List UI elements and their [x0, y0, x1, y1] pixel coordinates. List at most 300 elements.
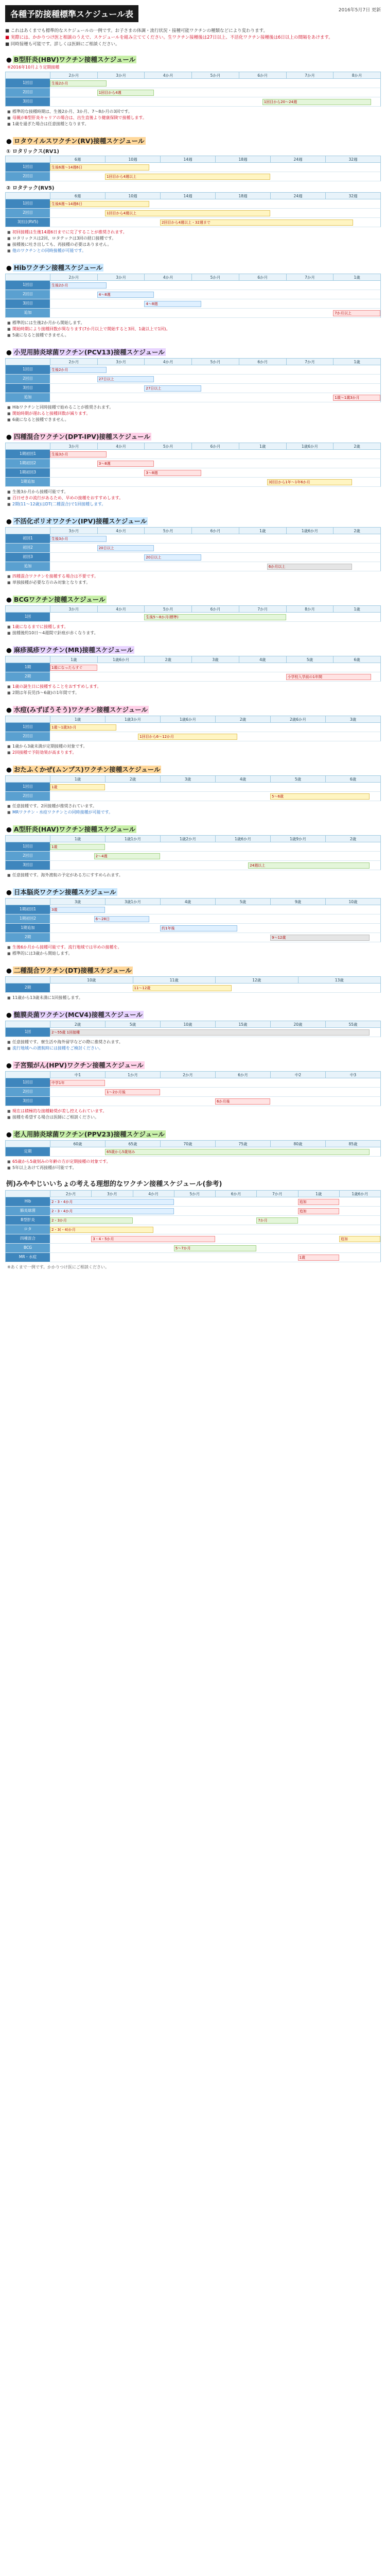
dose-window-bar: 生後6週〜14週6日 — [50, 164, 149, 171]
bullet-icon: ● — [6, 1061, 12, 1069]
intro-paragraph: ■ 同時接種も可能です。詳しくは医師にご相談ください。 — [5, 42, 120, 47]
note-item: ■ 流行地域への渡航時には接種をご検討ください。 — [7, 1045, 381, 1052]
timeline-row — [5, 199, 381, 209]
dose-window-bar: 2・3(・4)か月 — [50, 1227, 153, 1233]
dose-lane — [50, 534, 380, 543]
dose-lane — [50, 1234, 380, 1243]
dose-lane — [50, 478, 380, 486]
vaccine-section-dt — [5, 964, 381, 1001]
vaccine-name: 小児用肺炎球菌ワクチン(PCV13)接種スケジュール — [13, 348, 165, 356]
timeline-header-cell: 5歳 — [105, 1021, 160, 1028]
timeline-header-cell: 14週 — [160, 192, 215, 199]
dose-window-bar: 2〜55歳 1回接種 — [50, 1029, 370, 1036]
note-item: ■ 5歳になると接種できません。 — [7, 332, 381, 338]
timeline-header-cell: 2か月 — [50, 1190, 91, 1197]
timeline-row — [5, 905, 381, 914]
dose-window-bar: 3歳 — [50, 907, 105, 913]
notes-list — [7, 489, 381, 507]
timeline-row — [5, 79, 381, 88]
timeline-header-cell: 32週 — [325, 156, 381, 163]
dose-window-bar: 3〜8週 — [144, 470, 201, 476]
timeline-corner — [5, 1071, 50, 1078]
notes-list — [7, 229, 381, 254]
timeline-header-cell: 75歳 — [215, 1140, 270, 1147]
dose-label: 1回目 — [6, 842, 50, 851]
dose-lane — [50, 562, 380, 571]
timeline-header-cell: 20歳 — [270, 1021, 325, 1028]
timeline-header-cell: 3歳 — [160, 775, 215, 783]
timeline-header-cell: 1歳 — [239, 527, 286, 534]
timeline-header-cell: 1か月 — [105, 1071, 160, 1078]
timeline-header-cell: 7か月 — [239, 605, 286, 613]
dose-label: 2回目 — [6, 290, 50, 299]
timeline-corner — [5, 192, 50, 199]
timeline-header-cell: 24週 — [270, 156, 325, 163]
notes-list — [7, 803, 381, 816]
dose-label: 1期初回3 — [6, 468, 50, 477]
vaccine-name: Hibワクチン接種スケジュール — [13, 264, 103, 272]
timeline-row — [5, 1253, 381, 1262]
timeline-header-cell: 3歳1か月 — [105, 898, 160, 905]
dose-lane — [50, 450, 380, 459]
timeline-row — [5, 1097, 381, 1106]
dose-lane — [50, 544, 380, 552]
notes-list — [7, 872, 381, 878]
note-item: ■ MRワクチン・水痘ワクチンとの同時接種が可能です。 — [7, 809, 381, 816]
timeline-header-cell: 6か月 — [239, 358, 286, 365]
dose-label: 2回目 — [6, 732, 50, 741]
timeline-header-cell: 4か月 — [144, 358, 191, 365]
timeline-row — [5, 209, 381, 218]
timeline-header-cell: 1歳6か月 — [160, 716, 215, 723]
dose-lane — [50, 852, 380, 860]
schedule-timeline — [5, 898, 381, 942]
dose-lane — [50, 281, 380, 290]
dose-label: 1期初回1 — [6, 905, 50, 914]
timeline-header-cell: 4か月 — [97, 605, 145, 613]
note-item: ■ 任意接種です。寮生活や海外留学などの際に推奨されます。 — [7, 1039, 381, 1045]
bullet-icon: ● — [6, 766, 12, 773]
vaccine-name: ロタウイルスワクチン(RV)接種スケジュール — [13, 137, 145, 145]
timeline-header-cell: 中2 — [270, 1071, 325, 1078]
timeline-header — [5, 976, 381, 984]
dose-lane — [50, 933, 380, 942]
dose-window-bar: 20日以上 — [97, 545, 154, 551]
dose-label: 追加 — [6, 562, 50, 571]
vaccine-name: おたふくかぜ(ムンプス)ワクチン接種スケジュール — [13, 766, 161, 773]
dose-lane — [50, 88, 380, 97]
dose-window-bar: 1歳になったらすぐ — [50, 665, 97, 671]
timeline-header-cell: 1歳6か月 — [339, 1190, 381, 1197]
schedule-timeline — [5, 775, 381, 801]
note-item: ■ 標準的には生後2か月から開始します。 — [7, 320, 381, 326]
dose-label: 2期 — [6, 672, 50, 681]
section-title — [5, 430, 381, 442]
schedule-timeline — [5, 192, 381, 227]
timeline-header-cell: 70歳 — [160, 1140, 215, 1147]
dose-label: 追加 — [6, 393, 50, 402]
dose-window-bar: 1〜2か月後 — [105, 1089, 160, 1095]
vaccine-section-dpt — [5, 430, 381, 507]
timeline-row — [5, 468, 381, 478]
timeline-header-cell: 3か月 — [97, 72, 145, 79]
dose-label: 1期初回2 — [6, 459, 50, 468]
timeline-header-cell: 2か月 — [50, 72, 97, 79]
section-note: ※2016年10月より定期接種 — [7, 65, 60, 70]
timeline-header — [5, 1190, 381, 1197]
timeline-row — [5, 450, 381, 459]
bullet-icon: ● — [6, 596, 12, 603]
bullet-icon: ● — [6, 137, 12, 145]
timeline-row — [5, 924, 381, 933]
dose-label: 1回目 — [6, 199, 50, 208]
note-item: ■ 1歳を過ぎた場合は任意接種となります。 — [7, 121, 381, 127]
timeline-row — [5, 544, 381, 553]
notes-list — [7, 573, 381, 586]
timeline-header-cell: 4歳 — [160, 898, 215, 905]
dose-window-bar: 7か月以上 — [333, 310, 380, 316]
timeline-corner — [5, 1140, 50, 1147]
timeline-header-cell: 1歳 — [333, 605, 381, 613]
dose-label: 1回目 — [6, 783, 50, 791]
timeline-header-cell: 6か月 — [191, 527, 239, 534]
dose-lane — [50, 375, 380, 383]
notes-list — [7, 624, 381, 636]
timeline-header — [5, 358, 381, 365]
vaccine-section-rota — [5, 134, 381, 254]
timeline-header — [5, 1071, 381, 1078]
timeline-row — [5, 861, 381, 870]
timeline-header-cell: 1歳 — [50, 775, 105, 783]
note-item: ■ 開始時期が遅れると接種回数が減ります。 — [7, 411, 381, 417]
timeline-row — [5, 663, 381, 672]
dose-label: 1回目 — [6, 723, 50, 732]
dose-lane — [50, 365, 380, 374]
timeline-row — [5, 613, 381, 622]
vaccine-name: 老人用肺炎球菌ワクチン(PPV23)接種スケジュール — [13, 1130, 165, 1138]
schedule-timeline — [5, 1190, 381, 1262]
timeline-corner — [5, 274, 50, 281]
timeline-header-cell: 1歳6か月 — [215, 835, 270, 842]
notes-list — [7, 404, 381, 423]
dose-window-bar: 9〜12歳 — [270, 935, 370, 941]
timeline-header-cell: 60歳 — [50, 1140, 105, 1147]
vaccine-name: 子宮頸がん(HPV)ワクチン接種スケジュール — [13, 1061, 144, 1069]
timeline-header-cell: 3か月 — [91, 1190, 132, 1197]
dose-lane — [50, 163, 380, 172]
bullet-icon: ● — [6, 517, 12, 525]
bullet-icon: ● — [6, 646, 12, 654]
vaccine-name: B型肝炎(HBV)ワクチン接種スケジュール — [13, 56, 136, 63]
notes-list — [7, 109, 381, 127]
vaccine-section-mcv — [5, 1008, 381, 1052]
dose-lane — [50, 1197, 380, 1206]
timeline-header-cell: 6週 — [50, 192, 105, 199]
timeline-header-cell: 3か月 — [97, 274, 145, 281]
bullet-icon: ● — [6, 888, 12, 896]
timeline-corner — [5, 1021, 50, 1028]
dose-window-bar: 1歳〜1歳3か月 — [50, 724, 116, 731]
timeline-row — [5, 309, 381, 318]
dose-label: 1回目 — [6, 365, 50, 374]
timeline-header-cell: 6か月 — [191, 443, 239, 450]
note-item: ■ 標準的には3歳から開始します。 — [7, 951, 381, 957]
vaccine-section-mumps — [5, 763, 381, 816]
dose-window-bar: 24週以上 — [248, 862, 370, 869]
intro-paragraph: ■ これはあくまでも標準的なスケジュールの一例です。お子さまの体調・流行状況・接種可能ワクチンの種類などにより変わります。 — [5, 28, 268, 33]
timeline-header-cell: 6か月 — [239, 72, 286, 79]
timeline-row — [5, 172, 381, 181]
note-item: ■ 5年以上あけて再接種が可能です。 — [7, 1165, 381, 1171]
timeline-header — [5, 527, 381, 534]
timeline-header — [5, 656, 381, 663]
dose-label: 1回目 — [6, 1078, 50, 1087]
dose-lane — [50, 905, 380, 914]
dose-label: 肺炎球菌 — [6, 1207, 50, 1215]
dose-window-bar: 1歳 — [50, 784, 105, 790]
timeline-header — [5, 1021, 381, 1028]
vaccine-name: 二種混合ワクチン(DT)接種スケジュール — [13, 967, 132, 974]
timeline-header-cell: 8か月 — [333, 72, 381, 79]
dose-label: BCG — [6, 1244, 50, 1252]
timeline-row — [5, 672, 381, 682]
timeline-corner — [5, 716, 50, 723]
dose-window-bar: 追加 — [298, 1199, 339, 1205]
timeline-header-cell: 4か月 — [97, 527, 145, 534]
timeline-header-cell: 10週 — [105, 192, 160, 199]
timeline-header-cell: 1歳6か月 — [97, 656, 145, 663]
dose-lane — [50, 1028, 380, 1037]
timeline-corner — [5, 835, 50, 842]
timeline-header-cell: 中1 — [50, 1071, 105, 1078]
dose-window-bar: 生後2か月 — [50, 80, 107, 87]
dose-window-bar: 生後6週〜14週6日 — [50, 201, 149, 207]
timeline-row — [5, 783, 381, 792]
timeline-header-cell: 55歳 — [325, 1021, 381, 1028]
note-item: ■ 四種混合ワクチンを接種する場合は不要です。 — [7, 573, 381, 580]
dose-label: 2回目 — [6, 1088, 50, 1096]
timeline-row — [5, 290, 381, 299]
timeline-row — [5, 1234, 381, 1244]
schedule-timeline — [5, 835, 381, 870]
dose-lane — [50, 1244, 380, 1252]
timeline-header-cell: 1歳 — [50, 835, 105, 842]
dose-lane — [50, 1088, 380, 1096]
timeline-header — [5, 775, 381, 783]
schedule-timeline — [5, 976, 381, 993]
timeline-corner — [5, 656, 50, 663]
dose-window-bar: 1回目から20〜24週 — [262, 99, 371, 105]
dose-lane — [50, 914, 380, 923]
timeline-header-cell: 24週 — [270, 192, 325, 199]
timeline-row — [5, 534, 381, 544]
timeline-header-cell: 3歳 — [325, 716, 381, 723]
timeline-header-cell: 1歳 — [298, 1190, 339, 1197]
dose-window-bar: 1回目から6〜12か月 — [138, 734, 237, 740]
dose-lane — [50, 783, 380, 791]
dose-label: 2回目 — [6, 88, 50, 97]
timeline-row — [5, 1225, 381, 1234]
timeline-row — [5, 553, 381, 562]
dose-window-bar: 3回目から1年〜1年6か月 — [267, 479, 352, 485]
schedule-timeline — [5, 358, 381, 402]
dose-lane — [50, 299, 380, 308]
dose-label: 3回目 — [6, 97, 50, 106]
dose-window-bar: 生後2か月 — [50, 282, 107, 289]
schedule-timeline — [5, 605, 381, 622]
dose-label: 1期追加 — [6, 924, 50, 933]
dose-window-bar: 6か月後 — [215, 1098, 270, 1105]
timeline-header-cell: 10歳 — [50, 976, 133, 984]
timeline-header — [5, 605, 381, 613]
timeline-header-cell: 6歳 — [333, 656, 381, 663]
schedule-timeline — [5, 156, 381, 181]
timeline-row — [5, 1244, 381, 1253]
section-title — [5, 1008, 381, 1020]
timeline-header-cell: 10歳 — [325, 898, 381, 905]
dose-label: 追加 — [6, 309, 50, 317]
intro-paragraph: ■ 実際には、かかりつけ医と相談のうえで、スケジュールを組み立ててください。生ワクチン接種後は27日以上、不活化ワクチン接種後は6日以上の間隔をあけます。 — [5, 35, 333, 40]
ideal-schedule-title: 例)みややじいいちょの考える理想的なワクチン接種スケジュール(参考) — [6, 1180, 222, 1188]
dose-window-bar: 生後5〜8か月(標準) — [144, 614, 286, 620]
ideal-schedule — [5, 1178, 381, 1270]
timeline-header-cell: 2歳 — [50, 1021, 105, 1028]
schedule-timeline — [5, 656, 381, 682]
timeline-header-cell: 12歳 — [215, 976, 298, 984]
timeline-row — [5, 97, 381, 107]
timeline-row — [5, 792, 381, 801]
dose-lane — [50, 468, 380, 477]
timeline-row — [5, 1207, 381, 1216]
dose-label: 2期 — [6, 933, 50, 942]
section-title — [5, 134, 381, 146]
timeline-header-cell: 4か月 — [133, 1190, 174, 1197]
dose-label: 3回目(RV5) — [6, 218, 50, 227]
timeline-header-cell: 3歳 — [191, 656, 239, 663]
dose-lane — [50, 861, 380, 870]
note-item: ■ 11歳から13歳未満に1回接種します。 — [7, 995, 381, 1001]
dose-lane — [50, 732, 380, 741]
dose-lane — [50, 1147, 380, 1156]
bullet-icon: ● — [6, 825, 12, 833]
timeline-corner — [5, 976, 50, 984]
timeline-row — [5, 375, 381, 384]
dose-window-bar: 追加 — [339, 1236, 380, 1242]
bullet-icon: ● — [6, 1011, 12, 1019]
dose-window-bar: 6〜28日 — [94, 916, 149, 922]
dose-window-bar: 20日以上 — [144, 554, 201, 561]
timeline-corner — [5, 443, 50, 450]
dose-label: 定期 — [6, 1147, 50, 1156]
dose-window-bar: 3・4・5か月 — [91, 1236, 215, 1242]
timeline-header-cell: 2歳 — [215, 716, 270, 723]
dose-label: 2回目 — [6, 852, 50, 860]
timeline-header-cell: 11歳 — [133, 976, 216, 984]
dose-label: 2回目 — [6, 375, 50, 383]
timeline-header-cell: 8か月 — [286, 605, 334, 613]
vaccine-section-hpv — [5, 1059, 381, 1121]
schedule-timeline — [5, 1071, 381, 1106]
note-item: ■ 単独接種が必要な方のみ対象となります。 — [7, 580, 381, 586]
dose-lane — [50, 97, 380, 106]
dose-label: 1期初回1 — [6, 450, 50, 459]
vaccine-name: BCGワクチン接種スケジュール — [13, 596, 106, 603]
dose-window-bar: 5〜7か月 — [174, 1245, 257, 1251]
dose-window-bar: 中学1年 — [50, 1080, 105, 1086]
timeline-header-cell: 7か月 — [286, 72, 334, 79]
timeline-header-cell: 18週 — [215, 192, 270, 199]
timeline-header-cell: 7か月 — [256, 1190, 297, 1197]
dose-label: 3回目 — [6, 861, 50, 870]
timeline-header-cell: 2歳 — [105, 775, 160, 783]
timeline-header-cell: 6か月 — [191, 605, 239, 613]
vaccine-section-pcv — [5, 346, 381, 423]
vaccine-name: 日本脳炎ワクチン接種スケジュール — [13, 888, 116, 896]
timeline-row — [5, 732, 381, 741]
timeline-header-cell: 中3 — [325, 1071, 381, 1078]
dose-label: 四種混合 — [6, 1234, 50, 1243]
dose-label: 初回1 — [6, 534, 50, 543]
sub-title: ① ロタリックス(RV1) — [6, 149, 59, 155]
schedule-timeline — [5, 274, 381, 318]
dose-window-bar: 2〜4週 — [94, 853, 161, 859]
vaccine-name: 四種混合ワクチン(DPT-IPV)接種スケジュール — [13, 433, 150, 440]
dose-lane — [50, 553, 380, 562]
dose-window-bar: 小学校入学前の1年間 — [286, 674, 371, 680]
timeline-header — [5, 443, 381, 450]
dose-label: 1回目 — [6, 163, 50, 172]
timeline-row — [5, 723, 381, 732]
timeline-header-cell: 5か月 — [191, 72, 239, 79]
timeline-row — [5, 852, 381, 861]
dose-lane — [50, 172, 380, 181]
dose-window-bar: 7か月 — [256, 1217, 297, 1224]
bullet-icon: ● — [6, 706, 12, 714]
timeline-header-cell: 2歳 — [325, 835, 381, 842]
timeline-row — [5, 1197, 381, 1207]
timeline-header-cell: 15歳 — [215, 1021, 270, 1028]
timeline-header-cell: 32週 — [325, 192, 381, 199]
schedule-timeline — [5, 1140, 381, 1157]
dose-lane — [50, 1253, 380, 1262]
dose-label: MR・水痘 — [6, 1253, 50, 1262]
dose-window-bar: 約1年後 — [160, 925, 237, 931]
timeline-row — [5, 562, 381, 571]
timeline-header-cell: 14週 — [160, 156, 215, 163]
note-item: ■ 1歳になるまでに接種します。 — [7, 624, 381, 630]
timeline-row — [5, 1216, 381, 1225]
notes-list — [7, 320, 381, 338]
dose-window-bar: 2・3・4か月 — [50, 1199, 174, 1205]
vaccine-name: 髄膜炎菌ワクチン(MCV4)接種スケジュール — [13, 1011, 143, 1019]
timeline-header-cell: 1歳 — [50, 656, 97, 663]
timeline-header-cell: 2歳6か月 — [270, 716, 325, 723]
schedule-timeline — [5, 72, 381, 107]
vaccine-section-ppv — [5, 1128, 381, 1171]
dose-window-bar: 27日以上 — [97, 376, 154, 382]
timeline-header-cell: 4か月 — [144, 274, 191, 281]
note-item: ■ 6歳になると接種できません。 — [7, 417, 381, 423]
dose-window-bar: 6か月以上 — [267, 564, 352, 570]
dose-window-bar: 2回目から4週以上・32週まで — [160, 219, 353, 226]
section-title — [5, 763, 381, 774]
timeline-header — [5, 192, 381, 199]
document-title: 各種予防接種標準スケジュール表 — [5, 5, 138, 22]
timeline-corner — [5, 775, 50, 783]
timeline-row — [5, 842, 381, 852]
section-title — [5, 1128, 381, 1139]
timeline-row — [5, 365, 381, 375]
